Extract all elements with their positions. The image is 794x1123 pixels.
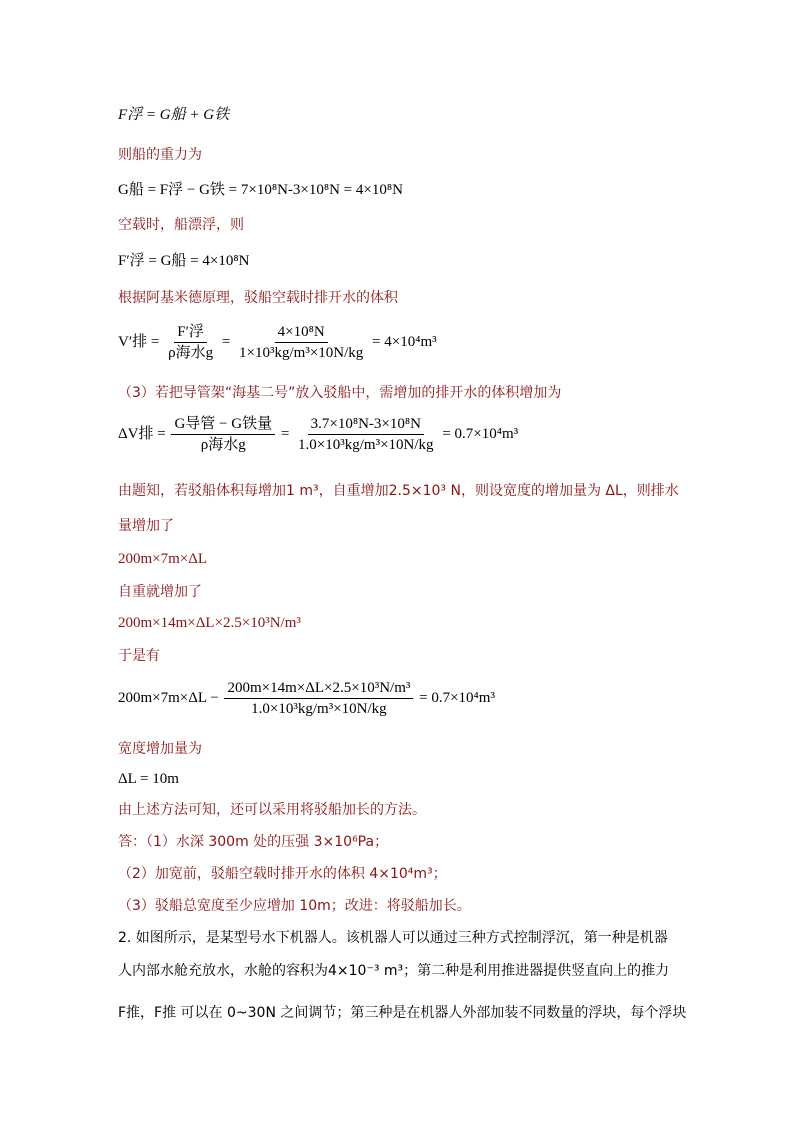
eq6-lhs: 200m×7m×ΔL − xyxy=(118,689,219,706)
expression-weight-increase: 200m×14m×ΔL×2.5×10³N/m³ xyxy=(118,615,301,631)
eq5-fraction-1-denominator: ρ海水g xyxy=(200,437,246,453)
answer-part-2: （2）加宽前，驳船空载时排开水的体积 4×10⁴m³； xyxy=(118,866,447,882)
equation-width-solve xyxy=(118,680,495,717)
text-width-increase: 宽度增加量为 xyxy=(118,741,202,757)
eq4-fraction-1-numerator: F′浮 xyxy=(174,324,207,343)
equation-empty-buoyancy: F′浮 = G船 = 4×10⁸N xyxy=(118,253,250,269)
text-ship-gravity: 则船的重力为 xyxy=(118,147,202,163)
eq6-fraction xyxy=(224,680,413,717)
eq5-fraction-1 xyxy=(171,416,275,453)
text-archimedes: 根据阿基米德原理，驳船空载时排开水的体积 xyxy=(118,290,398,306)
eq4-fraction-2-numerator: 4×10⁸N xyxy=(275,324,328,343)
equation-buoyancy-balance: F浮 = G船 + G铁 xyxy=(118,107,230,123)
eq5-fraction-2-denominator: 1.0×10³kg/m³×10N/kg xyxy=(298,437,434,453)
text-thus: 于是有 xyxy=(118,648,160,664)
equation-added-volume xyxy=(118,416,518,453)
eq5-fraction-1-numerator: G导管 − G铁量 xyxy=(171,416,275,435)
text-given-line-2: 量增加了 xyxy=(118,518,174,534)
question-2-line-1: 2. 如图所示，是某型号水下机器人。该机器人可以通过三种方式控制浮沉，第一种是机器 xyxy=(118,930,668,946)
eq4-lhs: V′排 = xyxy=(118,333,160,350)
expression-displacement-increase: 200m×7m×ΔL xyxy=(118,551,208,567)
eq5-fraction-2-numerator: 3.7×10⁸N-3×10⁸N xyxy=(308,416,424,435)
eq4-equals: = xyxy=(221,333,231,350)
equation-width-result: ΔL = 10m xyxy=(118,771,179,787)
text-part3: （3）若把导管架“海基二号”放入驳船中，需增加的排开水的体积增加为 xyxy=(118,385,562,401)
question-2-line-2: 人内部水舱充放水，水舱的容积为4×10⁻³ m³；第二种是利用推进器提供竖直向上的推力 xyxy=(118,963,670,979)
eq6-result: = 0.7×10⁴m³ xyxy=(419,689,495,706)
text-empty-floating: 空载时，船漂浮，则 xyxy=(118,217,244,233)
eq5-result: = 0.7×10⁴m³ xyxy=(442,425,519,442)
eq4-fraction-2-denominator: 1×10³kg/m³×10N/kg xyxy=(239,345,364,361)
equation-ship-gravity: G船 = F浮 − G铁 = 7×10⁸N-3×10⁸N = 4×10⁸N xyxy=(118,182,403,198)
eq4-result: = 4×10⁴m³ xyxy=(372,333,437,350)
text-method: 由上述方法可知，还可以采用将驳船加长的方法。 xyxy=(118,802,426,818)
eq4-fraction-2 xyxy=(236,324,366,361)
answer-part-3: （3）驳船总宽度至少应增加 10m；改进：将驳船加长。 xyxy=(118,898,471,914)
equation-displaced-volume xyxy=(118,324,437,361)
text-self-weight: 自重就增加了 xyxy=(118,584,202,600)
eq5-equals: = xyxy=(280,425,290,442)
eq5-lhs: ΔV排 = xyxy=(118,425,166,442)
text-given-line-1: 由题知，若驳船体积每增加1 m³，自重增加2.5×10³ N，则设宽度的增加量为 ΔL，则排水 xyxy=(118,483,679,499)
question-2-line-3: F推，F推 可以在 0~30N 之间调节；第三种是在机器人外部加装不同数量的浮块，每个浮块 xyxy=(118,1005,687,1021)
eq5-fraction-2 xyxy=(295,416,437,453)
eq4-fraction-1 xyxy=(165,324,216,361)
eq4-fraction-1-denominator: ρ海水g xyxy=(168,345,214,361)
eq6-fraction-numerator: 200m×14m×ΔL×2.5×10³N/m³ xyxy=(224,680,413,699)
answer-part-1: 答：（1）水深 300m 处的压强 3×10⁶Pa； xyxy=(118,834,389,850)
eq6-fraction-denominator: 1.0×10³kg/m³×10N/kg xyxy=(251,701,387,717)
